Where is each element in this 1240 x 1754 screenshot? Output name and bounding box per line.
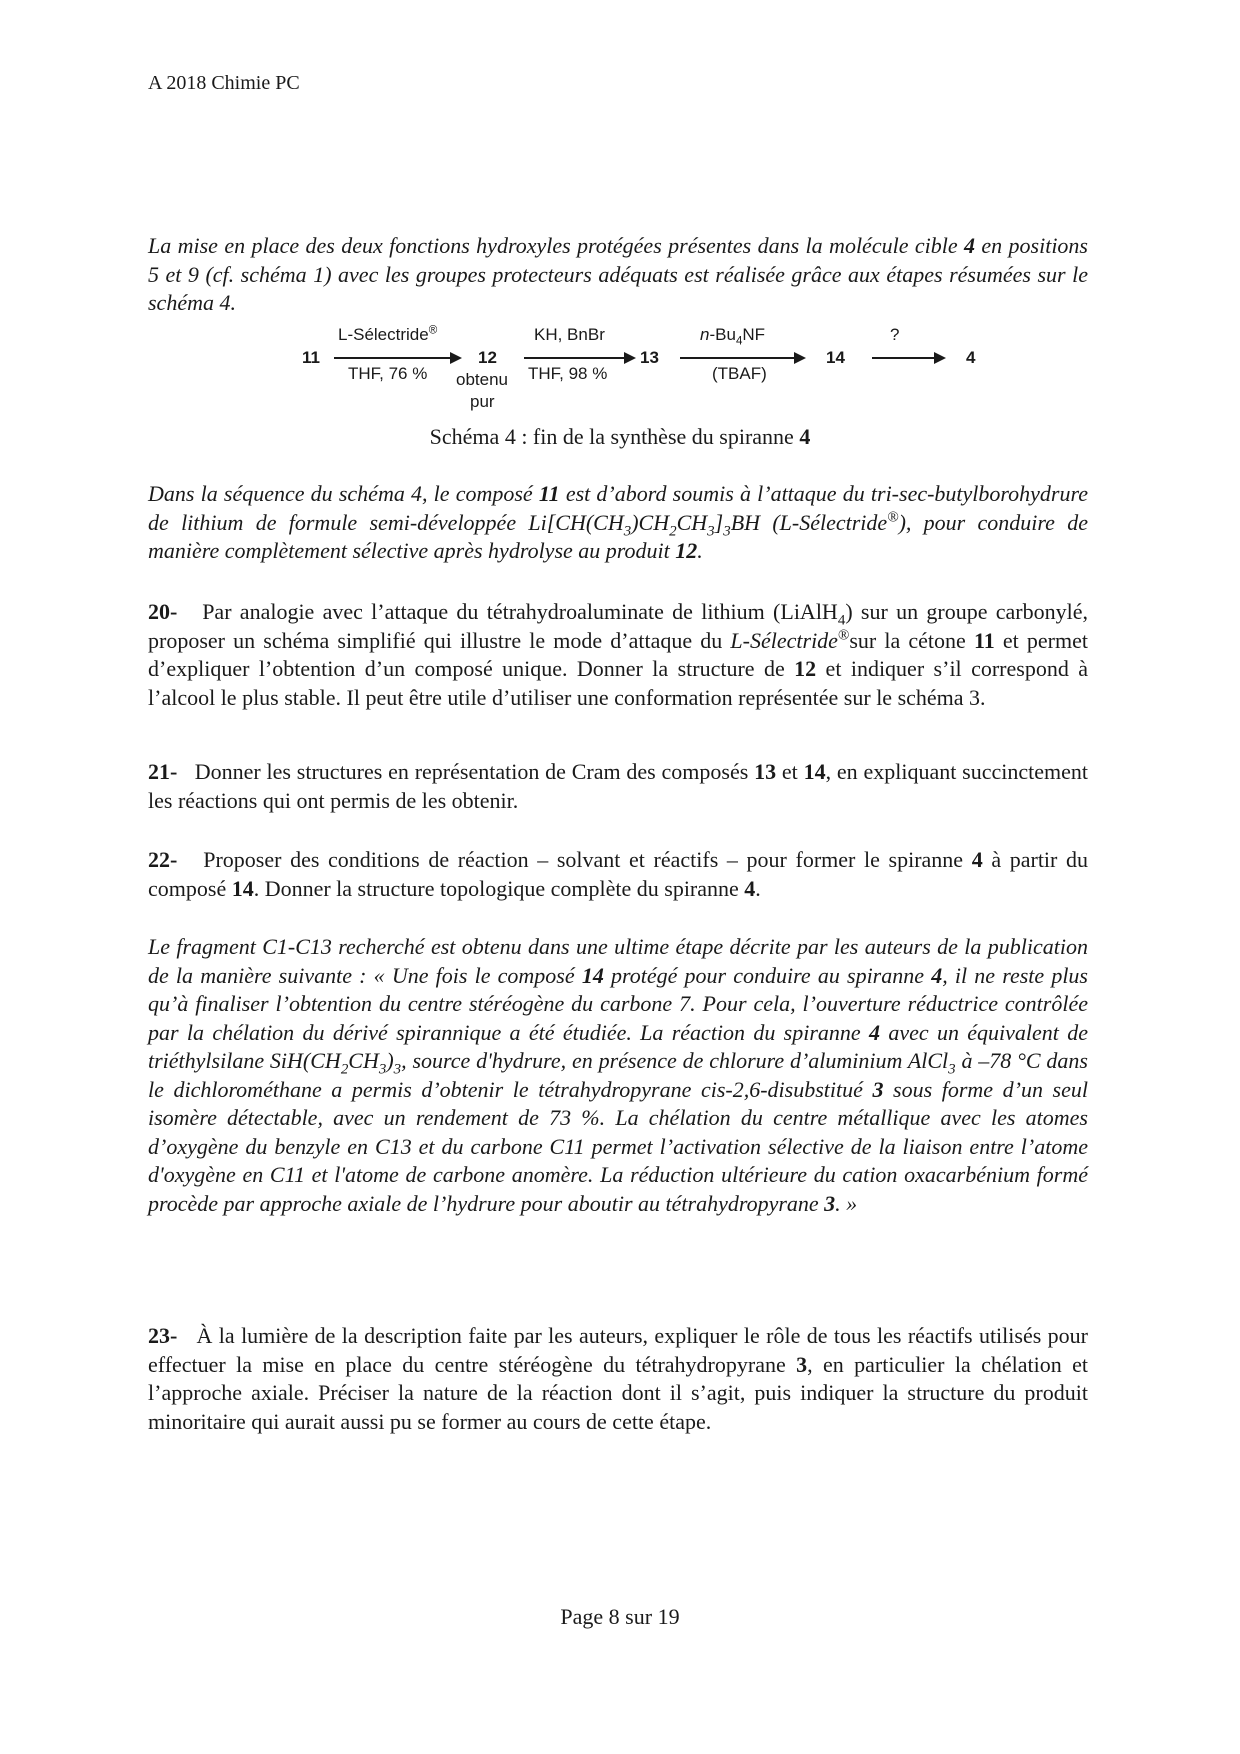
- conditions-tbaf: (TBAF): [712, 364, 767, 383]
- page-footer: Page 8 sur 19: [560, 1604, 680, 1629]
- text: Proposer des conditions de réaction – solvant et réactifs – pour former le spiranne: [203, 847, 972, 872]
- compound-number: 14: [803, 759, 826, 784]
- reagent-unknown: ?: [890, 325, 900, 344]
- text: ) sur un groupe carbonylé, proposer un schéma simplifié qui illustre le mode d’attaque du: [148, 599, 1088, 653]
- text: .: [755, 875, 761, 901]
- registered-mark: ®: [887, 509, 899, 526]
- text: Dans la séquence du schéma 4, le composé: [148, 481, 539, 506]
- text: , en expliquant succinctement les réactions qui ont permis de les obtenir.: [148, 759, 1089, 813]
- compound-12: 12: [478, 348, 497, 367]
- compound-number: 14: [581, 962, 604, 988]
- question-number: 21-: [148, 759, 178, 784]
- compound-11: 11: [302, 348, 320, 367]
- conditions-thf-76: THF, 76 %: [348, 364, 428, 383]
- subscript: 4: [735, 335, 743, 348]
- compound-number: 4: [964, 233, 975, 258]
- compound-12-note-line2: pur: [470, 392, 495, 411]
- reaction-arrow-1: [334, 357, 460, 359]
- text: et permet d’expliquer l’obtention d’un composé unique. Donner la structure de: [148, 627, 1088, 681]
- text: en positions 5 et 9 (cf. schéma 1) avec les groupes protecteurs adéquats est réalisée grâce aux étapes résumées sur le schéma 4.: [148, 233, 1088, 315]
- compound-number: 11: [538, 481, 560, 506]
- compound-number: 11: [973, 627, 995, 653]
- subscript: 3: [723, 522, 731, 539]
- text: n: [700, 325, 710, 344]
- compound-number: 4: [971, 847, 983, 872]
- compound-number: 4: [931, 962, 943, 988]
- compound-number: 12: [794, 656, 817, 681]
- text: L-Sélectride: [730, 627, 838, 653]
- text: -Bu: [709, 325, 736, 344]
- question-number: 22-: [148, 847, 178, 872]
- compound-4: 4: [966, 348, 976, 367]
- text: BH (L-Sélectride: [730, 509, 888, 535]
- reaction-scheme-4: [0, 322, 1240, 422]
- text: Donner les structures en représentation de Cram des composés: [194, 759, 755, 784]
- text: . Donner la structure topologique complète du spiranne: [253, 875, 745, 901]
- reaction-arrow-4: [872, 357, 944, 359]
- text: CH: [676, 509, 708, 535]
- compound-number: 14: [231, 875, 254, 901]
- registered-mark: ®: [428, 324, 438, 337]
- text: et: [776, 759, 804, 784]
- text: avec un équivalent de triéthylsilane SiH(CH: [148, 1019, 1088, 1073]
- question-20: [148, 598, 1088, 712]
- compound-number: 3: [872, 1076, 884, 1102]
- subscript: 3: [707, 522, 715, 539]
- text: , source d'hydrure, en présence de chlorure d’aluminium AlCl: [401, 1048, 949, 1073]
- subscript: 3: [393, 1061, 402, 1078]
- text: NF: [742, 325, 766, 344]
- compound-13: 13: [640, 348, 659, 367]
- compound-number: 4: [744, 875, 756, 901]
- text: )CH: [631, 509, 670, 535]
- compound-number: 13: [754, 759, 777, 784]
- text: et indiquer s’il correspond à l’alcool le plus stable. Il peut être utile d’utiliser une conformation représentée sur le schéma 3.: [148, 656, 1089, 710]
- quote-paragraph: [148, 933, 1088, 1218]
- intro-paragraph: [148, 232, 1088, 318]
- conditions-thf-98: THF, 98 %: [528, 364, 608, 383]
- text: ): [386, 1048, 394, 1073]
- reagent-l-selectride: [338, 325, 437, 345]
- text: À la lumière de la description faite par les auteurs, expliquer le rôle de tous les réactifs utilisés pour effectuer la mise en place du centre stéréogène du tétrahydropyrane: [148, 1323, 1088, 1377]
- question-number: 23-: [148, 1323, 178, 1348]
- reagent-tbaf: [700, 325, 766, 348]
- attack-paragraph: [148, 480, 1088, 566]
- question-23: [148, 1322, 1088, 1436]
- text: ]: [714, 509, 724, 535]
- text: Schéma 4 : fin de la synthèse du spiranne: [429, 424, 800, 449]
- text: L-Sélectride: [338, 325, 429, 344]
- page-header: A 2018 Chimie PC: [148, 72, 300, 94]
- reaction-arrow-3: [680, 357, 804, 359]
- compound-number: 4: [799, 424, 811, 449]
- registered-mark: ®: [837, 627, 850, 644]
- question-21: [148, 758, 1088, 815]
- compound-number: 4: [869, 1019, 881, 1045]
- compound-number: 3: [796, 1351, 808, 1377]
- subscript: 3: [623, 522, 632, 539]
- compound-number: 3: [824, 1190, 836, 1216]
- text: protégé pour conduire au spiranne: [603, 962, 932, 988]
- text: à partir du composé: [148, 847, 1088, 901]
- text: Par analogie avec l’attaque du tétrahydroaluminate de lithium (LiAlH: [202, 599, 838, 624]
- text: ), pour conduire de manière complètement sélective après hydrolyse au produit: [148, 509, 1088, 563]
- text: Le fragment C1-C13 recherché est obtenu dans une ultime étape décrite par les auteurs de la publication de la manière suivante : « Une fois le composé: [148, 934, 1088, 988]
- text: sous forme d’un seul isomère détectable, avec un rendement de 73 %. La chélation du centre métallique avec les atomes d’oxygène du benzyle en C13 et du carbone C11 permet l’activation sélective de la liaison entre l’atome d'oxygène en C11 et l'atome de carbone anomère. La réduction ultérieure du cation oxacarbénium formé procède par approche axiale de l’hydrure pour aboutir au tétrahydropyrane: [148, 1076, 1088, 1216]
- compound-14: 14: [826, 348, 845, 367]
- text: à –78 °C dans le dichlorométhane a permis d’obtenir le tétrahydropyrane cis-2,6-disubstitué: [148, 1048, 1088, 1102]
- reagent-kh-bnbr: KH, BnBr: [534, 325, 605, 344]
- question-number: 20-: [148, 599, 178, 624]
- text: .: [697, 538, 703, 563]
- subscript: 2: [669, 522, 677, 539]
- subscript: 4: [837, 612, 846, 629]
- scheme-caption: [0, 424, 1240, 450]
- text: sur la cétone: [849, 627, 974, 653]
- subscript: 3: [948, 1061, 956, 1078]
- subscript: 2: [340, 1061, 349, 1078]
- text: . »: [835, 1190, 858, 1216]
- subscript: 3: [378, 1061, 387, 1078]
- text: est d’abord soumis à l’attaque du tri-sec-butylborohydrure de lithium de formule semi-développée Li[CH(CH: [148, 481, 1088, 535]
- text: La mise en place des deux fonctions hydroxyles protégées présentes dans la molécule cible: [148, 233, 964, 258]
- reaction-arrow-2: [524, 357, 634, 359]
- compound-number: 12: [675, 538, 698, 563]
- question-22: [148, 846, 1088, 903]
- text: , il ne reste plus qu’à finaliser l’obtention du centre stéréogène du carbone 7. Pour cela, l’ouverture réductrice contrôlée par la chélation du dérivé spirannique a été étudiée. La réaction du spiranne: [148, 962, 1088, 1045]
- text: , en particulier la chélation et l’approche axiale. Préciser la nature de la réaction dont il s’agit, puis indiquer la structure du produit minoritaire qui aurait aussi pu se former au cours de cette étape.: [148, 1351, 1089, 1434]
- text: CH: [348, 1048, 379, 1073]
- compound-12-note-line1: obtenu: [456, 370, 508, 389]
